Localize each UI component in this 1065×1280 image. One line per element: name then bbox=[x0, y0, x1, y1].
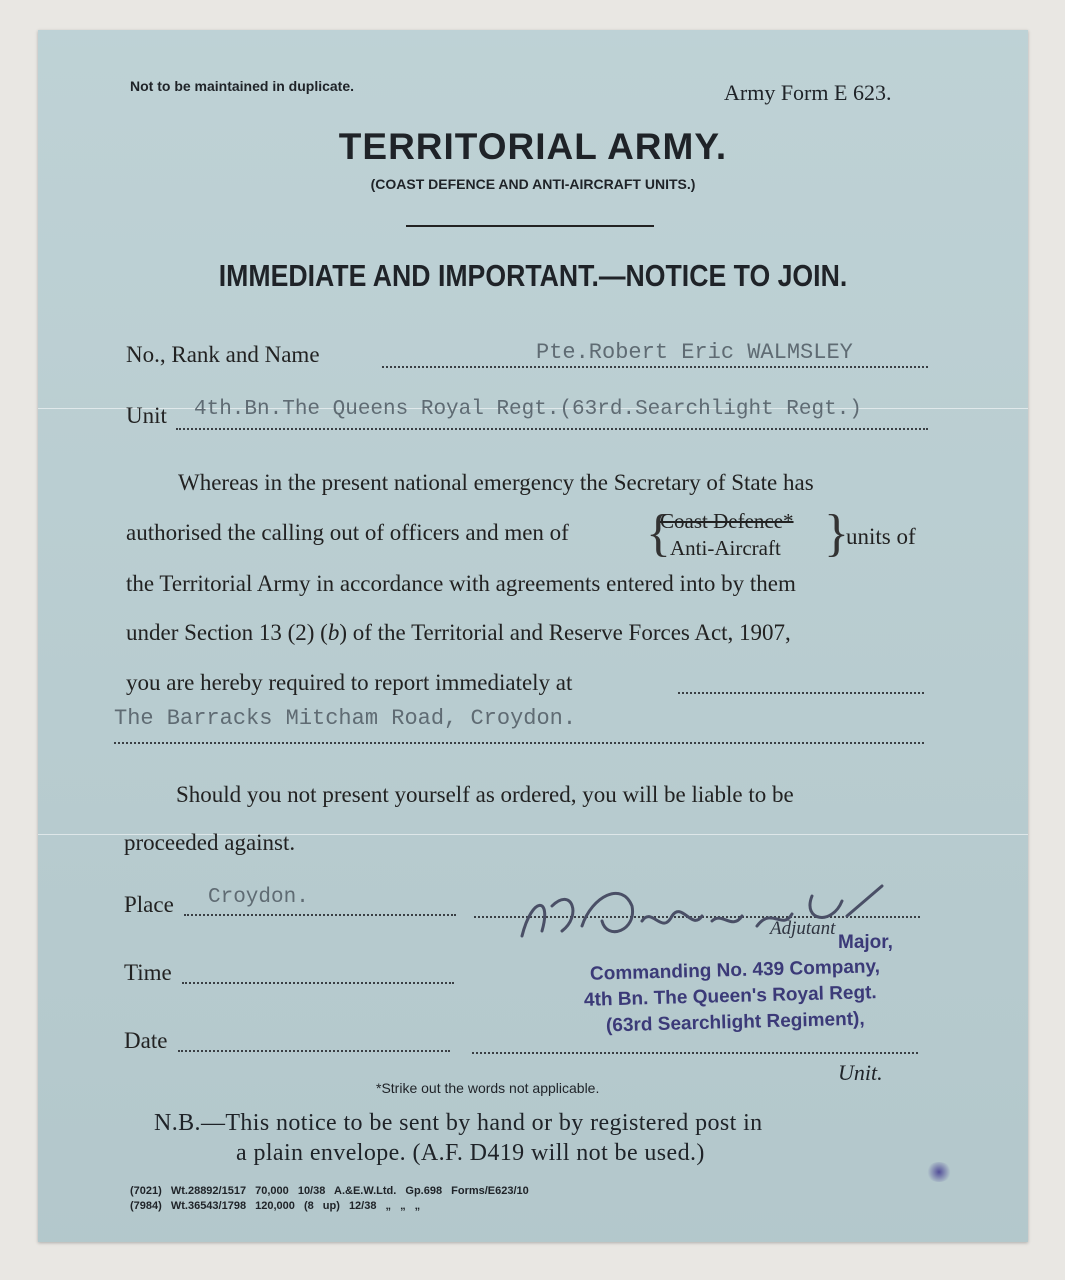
stamp-line: (63rd Searchlight Regiment), bbox=[605, 1008, 865, 1037]
stamp-major: Major, bbox=[838, 932, 893, 953]
unit-label: Unit bbox=[126, 403, 167, 428]
stamp-line: Commanding No. 439 Company, bbox=[589, 956, 881, 985]
option-coast-defence: Coast Defence* bbox=[660, 509, 794, 533]
date-field-line bbox=[178, 1050, 450, 1052]
nb-line: N.B.—This notice to be sent by hand or by registered post in bbox=[154, 1110, 763, 1136]
report-field-line bbox=[678, 692, 924, 694]
name-label: No., Rank and Name bbox=[126, 342, 320, 367]
time-field-line bbox=[182, 982, 454, 984]
report-location-line bbox=[114, 742, 924, 744]
signature-scribble bbox=[512, 876, 892, 956]
notice-form bbox=[38, 30, 1028, 1242]
left-brace: { bbox=[646, 505, 671, 562]
body-line: Whereas in the present national emergency the Secretary of State has bbox=[178, 470, 814, 495]
nb-line: a plain envelope. (A.F. D419 will not be used.) bbox=[236, 1140, 705, 1166]
page-subtitle: (COAST DEFENCE AND ANTI-AIRCRAFT UNITS.) bbox=[370, 176, 696, 192]
unit-caption: Unit. bbox=[838, 1060, 883, 1085]
time-label: Time bbox=[124, 960, 172, 985]
body-line: authorised the calling out of officers and men of bbox=[126, 520, 569, 545]
body-line: you are hereby required to report immediately at bbox=[126, 670, 573, 695]
body-line: units of bbox=[846, 524, 916, 549]
not-duplicate-note: Not to be maintained in duplicate. bbox=[130, 78, 355, 94]
page-title: TERRITORIAL ARMY. bbox=[338, 126, 728, 167]
adjutant-label: Adjutant bbox=[770, 918, 836, 939]
print-code: (7021) Wt.28892/1517 70,000 10/38 A.&E.W.Ltd. Gp.698 Forms/E623/10 bbox=[130, 1185, 529, 1197]
notice-title: IMMEDIATE AND IMPORTANT.—NOTICE TO JOIN. bbox=[218, 258, 848, 293]
option-anti-aircraft: Anti-Aircraft bbox=[670, 536, 781, 560]
signature-text bbox=[512, 942, 520, 943]
form-number: Army Form E 623. bbox=[724, 80, 892, 105]
body-line: under Section 13 (2) (b) of the Territorial and Reserve Forces Act, 1907, bbox=[126, 620, 791, 645]
unit-field-line bbox=[176, 428, 928, 430]
name-value: Pte.Robert Eric WALMSLEY bbox=[536, 340, 853, 365]
body-line: the Territorial Army in accordance with agreements entered into by them bbox=[126, 571, 796, 596]
unit-value: 4th.Bn.The Queens Royal Regt.(63rd.Searchlight Regt.) bbox=[194, 398, 862, 421]
place-field-line bbox=[184, 914, 456, 916]
body-line: Should you not present yourself as ordered, you will be liable to be bbox=[176, 782, 794, 807]
date-label: Date bbox=[124, 1028, 168, 1053]
strike-note: *Strike out the words not applicable. bbox=[376, 1080, 600, 1096]
right-brace: } bbox=[824, 505, 849, 562]
place-label: Place bbox=[124, 892, 174, 917]
unit-signature-line bbox=[472, 1052, 918, 1054]
print-code: (7984) Wt.36543/1798 120,000 (8 up) 12/38 „ „ „ bbox=[130, 1200, 421, 1212]
ink-blot bbox=[926, 1162, 952, 1182]
name-field-line bbox=[382, 366, 928, 368]
place-value: Croydon. bbox=[208, 886, 309, 909]
title-divider bbox=[406, 225, 654, 227]
report-location: The Barracks Mitcham Road, Croydon. bbox=[114, 706, 577, 731]
stamp-line: 4th Bn. The Queen's Royal Regt. bbox=[583, 982, 877, 1011]
body-line: proceeded against. bbox=[124, 830, 296, 855]
